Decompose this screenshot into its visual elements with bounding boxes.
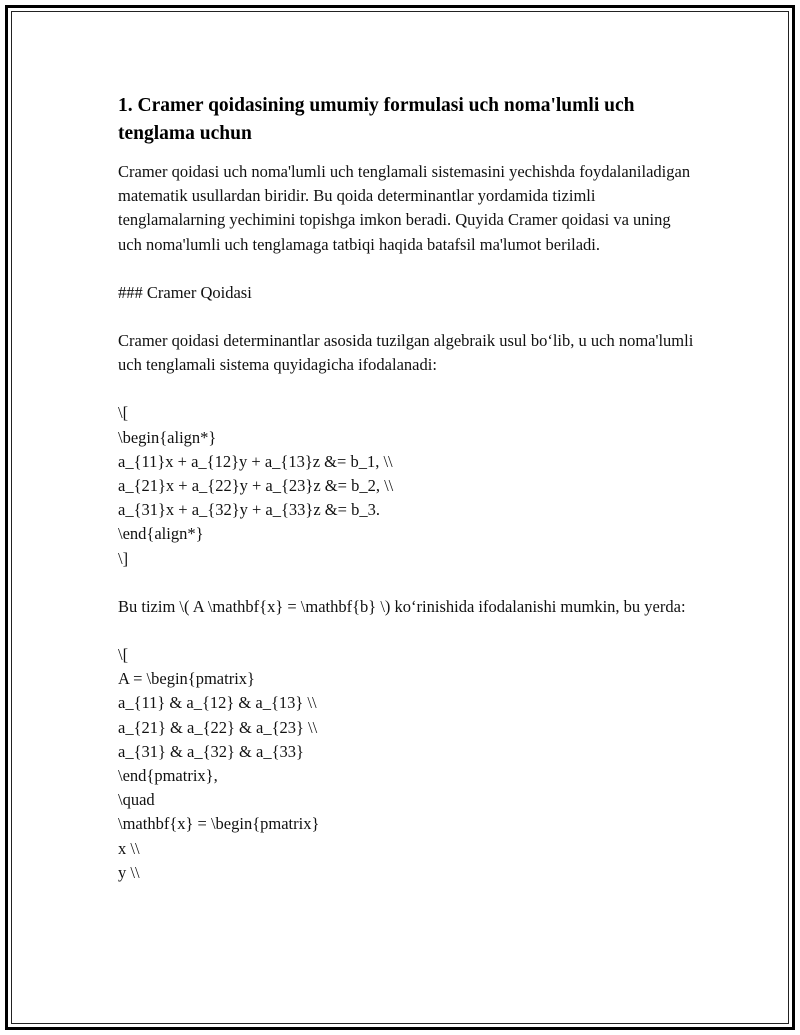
equation-line: \]	[118, 548, 129, 568]
matrix-line: a_{11} & a_{12} & a_{13} \\	[118, 693, 317, 713]
equation-line: a_{31}x + a_{32}y + a_{33}z &= b_3.	[118, 500, 380, 520]
matrix-line: a_{21} & a_{22} & a_{23} \\	[118, 717, 318, 737]
equation-line: \[	[118, 403, 129, 423]
section-intro-paragraph: Cramer qoidasi determinantlar asosida tuzilgan algebraik usul bo‘lib, u uch noma'lumli uch tenglamali sistema quyidagicha ifodalanadi:	[118, 331, 694, 375]
matrix-line: \end{pmatrix},	[118, 766, 218, 786]
matrix-line: \mathbf{x} = \begin{pmatrix}	[118, 814, 320, 834]
matrix-line: x \\	[118, 838, 140, 858]
equation-line: a_{11}x + a_{12}y + a_{13}z &= b_1, \\	[118, 451, 393, 471]
equation-line: a_{21}x + a_{22}y + a_{23}z &= b_2, \\	[118, 476, 394, 496]
matrix-line: y \\	[118, 862, 140, 882]
document-title: 1. Cramer qoidasining umumiy formulasi uch noma'lumli uch tenglama uchun	[118, 95, 635, 144]
section-heading: ### Cramer Qoidasi	[118, 282, 252, 302]
equation-system-block	[118, 401, 698, 570]
matrix-line: A = \begin{pmatrix}	[118, 669, 255, 689]
intro-paragraph: Cramer qoidasi uch noma'lumli uch tenglamali sistemasini yechishda foydalaniladigan matematik usullardan biridir. Bu qoida determinantlar yordamida tizimli tenglamalarning yechimini topishga imkon beradi. Quyida Cramer qoidasi va uning uch noma'lumli uch tenglamaga tatbiqi haqida batafsil ma'lumot beriladi.	[118, 162, 691, 254]
document-body	[118, 92, 698, 909]
equation-line: \end{align*}	[118, 524, 204, 544]
matrix-block	[118, 643, 698, 885]
matrix-intro-paragraph: Bu tizim \( A \mathbf{x} = \mathbf{b} \) ko‘rinishida ifodalanishi mumkin, bu yerda:	[118, 596, 686, 616]
matrix-line: \[	[118, 645, 129, 665]
equation-line: \begin{align*}	[118, 427, 217, 447]
matrix-line: a_{31} & a_{32} & a_{33}	[118, 741, 304, 761]
matrix-line: \quad	[118, 790, 155, 810]
